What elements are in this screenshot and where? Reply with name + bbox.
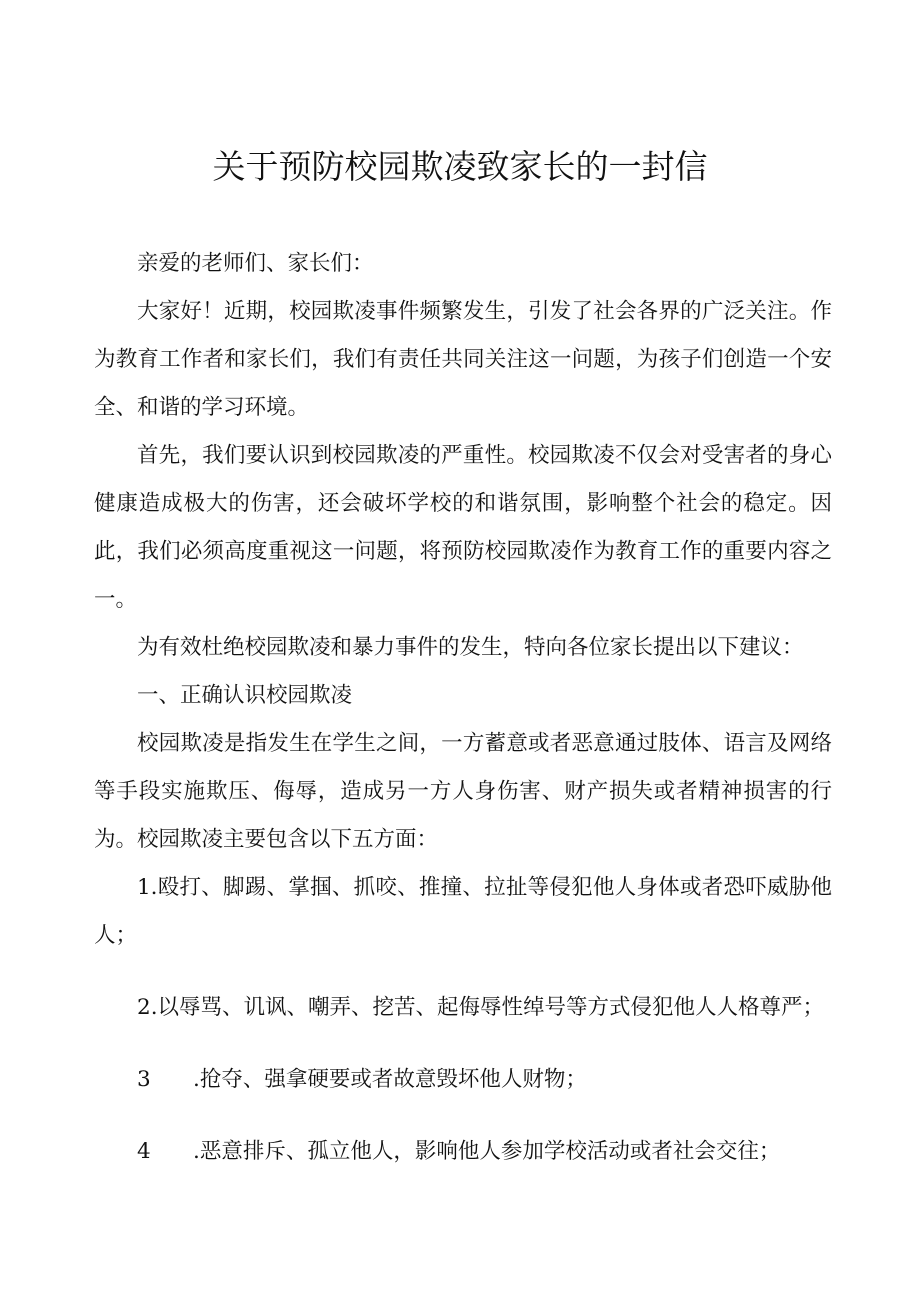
list-item-1	[94, 864, 832, 960]
list-item-text: .抢夺、强拿硬要或者故意毁坏他人财物；	[193, 1067, 587, 1092]
list-item-number: 1.	[137, 875, 158, 900]
salutation: 亲爱的老师们、家长们：	[137, 251, 374, 276]
document-body	[94, 240, 832, 1176]
list-item-2	[94, 984, 832, 1032]
paragraph-definition: 校园欺凌是指发生在学生之间，一方蓄意或者恶意通过肢体、语言及网络等手段实施欺压、侮辱，造成另一方人身伤害、财产损失或者精神损害的行为。校园欺凌主要包含以下五方面：	[94, 731, 832, 852]
list-item-text: 殴打、脚踢、掌掴、抓咬、推撞、拉扯等侵犯他人身体或者恐吓威胁他人；	[94, 875, 832, 948]
paragraph-suggestions-intro: 为有效杜绝校园欺凌和暴力事件的发生，特向各位家长提出以下建议：	[137, 635, 804, 660]
document-title: 关于预防校园欺凌致家长的一封信	[212, 147, 708, 186]
paragraph-greeting: 大家好！近期，校园欺凌事件频繁发生，引发了社会各界的广泛关注。作为教育工作者和家长们，我们有责任共同关注这一问题，为孩子们创造一个安全、和谐的学习环境。	[94, 299, 832, 420]
list-item-number: 4	[137, 1139, 151, 1164]
section-heading: 一、正确认识校园欺凌	[137, 683, 353, 708]
list-item-number: 2	[137, 995, 151, 1020]
list-item-4	[94, 1128, 832, 1176]
list-item-3	[94, 1056, 832, 1104]
paragraph-seriousness: 首先，我们要认识到校园欺凌的严重性。校园欺凌不仅会对受害者的身心健康造成极大的伤害，还会破坏学校的和谐氛围，影响整个社会的稳定。因此，我们必须高度重视这一问题，将预防校园欺凌作为教育工作的重要内容之一。	[94, 443, 832, 612]
list-item-number: 3	[137, 1067, 151, 1092]
list-item-text: .以辱骂、讥讽、嘲弄、挖苦、起侮辱性绰号等方式侵犯他人人格尊严；	[150, 995, 825, 1020]
list-item-text: .恶意排斥、孤立他人，影响他人参加学校活动或者社会交往；	[193, 1139, 781, 1164]
